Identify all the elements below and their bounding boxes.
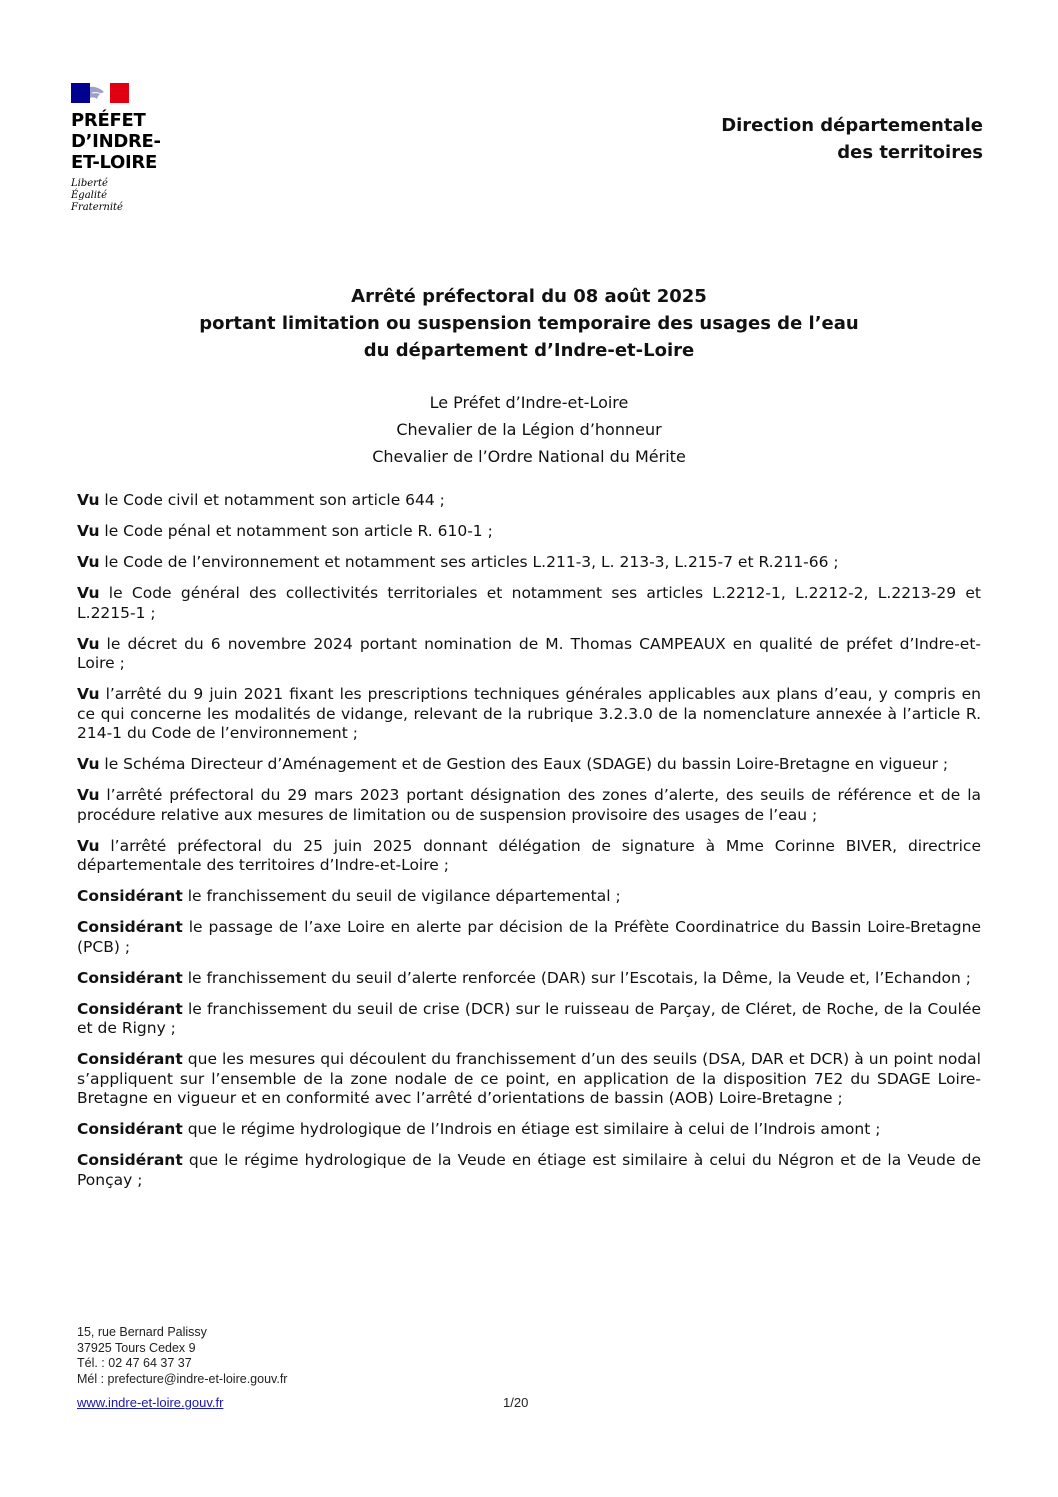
document-title [0,283,1058,364]
logo-line: ET-LOIRE [71,152,157,173]
title-line: portant limitation ou suspension temporaire des usages de l’eau [199,313,859,334]
paragraph [77,522,981,542]
paragraph-keyword: Considérant [77,1151,183,1169]
title-line: Arrêté préfectoral du 08 août 2025 [351,286,707,307]
paragraph-keyword: Vu [77,491,100,509]
paragraph [77,584,981,623]
paragraph-keyword: Vu [77,685,100,703]
page-number: 1/20 [503,1395,529,1410]
paragraph-keyword: Considérant [77,918,183,936]
prefet-line: Chevalier de l’Ordre National du Mérite [372,447,686,466]
paragraph-keyword: Considérant [77,1050,183,1068]
paragraph [77,969,981,989]
paragraph [77,1000,981,1039]
paragraph-text: le Code pénal et notamment son article R. 610-1 ; [99,522,493,540]
paragraph [77,635,981,674]
paragraph [77,553,981,573]
paragraph-text: l’arrêté préfectoral du 29 mars 2023 portant désignation des zones d’alerte, des seuils de référence et de la procédure relative aux mesures de limitation ou de suspension provisoire des usages de l’eau ; [77,786,981,824]
paragraph-text: le passage de l’axe Loire en alerte par décision de la Préfète Coordinatrice du Bassin Loire-Bretagne (PCB) ; [77,918,981,956]
direction-line: Direction départementale [721,115,983,136]
paragraph-keyword: Considérant [77,968,183,987]
paragraph-text: que les mesures qui découlent du franchissement d’un des seuils (DSA, DAR et DCR) à un point nodal s’appliquent sur l’ensemble de la zone nodale de ce point, en application de la disposition 7E2 du SDAGE Loire-Bretagne en vigueur et en conformité avec l’arrêté d’orientations de bassin (AOB) Loire-Bretagne ; [77,1050,981,1107]
title-line: du département d’Indre-et-Loire [363,340,695,361]
paragraph-keyword: Vu [77,836,100,855]
paragraph-keyword: Considérant [77,887,183,905]
paragraph-text: le Code général des collectivités territoriales et notamment ses articles L.2212-1, L.2212-2, L.2213-29 et L.2215-1 ; [77,584,981,622]
paragraph-text: le franchissement du seuil d’alerte renforcée (DAR) sur l’Escotais, la Dême, la Veude et, l’Echandon ; [182,968,972,987]
document-body [77,491,981,1202]
paragraph-keyword: Vu [77,634,100,653]
paragraph [77,887,981,907]
paragraph-keyword: Considérant [77,1120,183,1138]
paragraph [77,837,981,876]
paragraph [77,1050,981,1109]
motto [71,178,211,214]
paragraph-text: le Code de l’environnement et notamment ses articles L.211-3, L. 213-3, L.215-7 et R.211-66 ; [99,553,839,571]
paragraph-text: le Schéma Directeur d’Aménagement et de Gestion des Eaux (SDAGE) du bassin Loire-Bretagne en vigueur ; [99,755,949,773]
motto-line: Fraternité [71,202,123,213]
prefet-block [0,389,1058,470]
paragraph [77,1151,981,1190]
paragraph [77,1120,981,1140]
paragraph [77,786,981,825]
motto-line: Égalité [71,190,107,201]
paragraph-keyword: Vu [77,755,100,773]
paragraph-text: le décret du 6 novembre 2024 portant nomination de M. Thomas CAMPEAUX en qualité de préfet d’Indre-et-Loire ; [77,634,981,672]
marianne-flag-icon [71,83,129,103]
paragraph-text: que le régime hydrologique de la Veude en étiage est similaire à celui du Négron et de la Veude de Ponçay ; [77,1151,981,1189]
paragraph [77,918,981,957]
paragraph [77,685,981,744]
motto-line: Liberté [71,178,108,189]
paragraph-text: le franchissement du seuil de crise (DCR) sur le ruisseau de Parçay, de Cléret, de Roche, de la Coulée et de Rigny ; [77,999,981,1037]
paragraph-text: que le régime hydrologique de l’Indrois en étiage est similaire à celui de l’Indrois amont ; [182,1120,881,1138]
direction-heading [721,112,983,166]
logo-line: PRÉFET [71,110,146,131]
paragraph-keyword: Vu [77,786,100,804]
prefecture-logo [71,83,211,214]
paragraph-keyword: Vu [77,522,100,540]
paragraph-text: le Code civil et notamment son article 644 ; [99,491,445,509]
footer-address [77,1325,287,1387]
address-line: 37925 Tours Cedex 9 [77,1340,196,1355]
address-line: Tél. : 02 47 64 37 37 [77,1356,192,1370]
paragraph [77,491,981,511]
address-line: Mél : prefecture@indre-et-loire.gouv.fr [77,1371,288,1386]
logo-line: D’INDRE- [71,131,161,152]
prefet-line: Chevalier de la Légion d’honneur [396,420,662,439]
website-link[interactable]: www.indre-et-loire.gouv.fr [77,1395,224,1410]
paragraph [77,755,981,775]
paragraph-keyword: Vu [77,584,100,602]
paragraph-text: le franchissement du seuil de vigilance départemental ; [182,887,621,905]
paragraph-text: l’arrêté du 9 juin 2021 fixant les prescriptions techniques générales applicables aux plans d’eau, y compris en ce qui concerne les modalités de vidange, relevant de la rubrique 3.2.3.0 de la nomenclature annexée à l’article R. 214-1 du Code de l’environnement ; [77,685,981,742]
logo-name [71,110,211,173]
paragraph-keyword: Vu [77,553,100,571]
paragraph-keyword: Considérant [77,999,183,1018]
direction-line: des territoires [837,142,983,163]
prefet-line: Le Préfet d’Indre-et-Loire [429,393,629,412]
paragraph-text: l’arrêté préfectoral du 25 juin 2025 donnant délégation de signature à Mme Corinne BIVER, directrice départementale des territoires d’Indre-et-Loire ; [77,836,981,874]
address-line: 15, rue Bernard Palissy [77,1325,207,1339]
